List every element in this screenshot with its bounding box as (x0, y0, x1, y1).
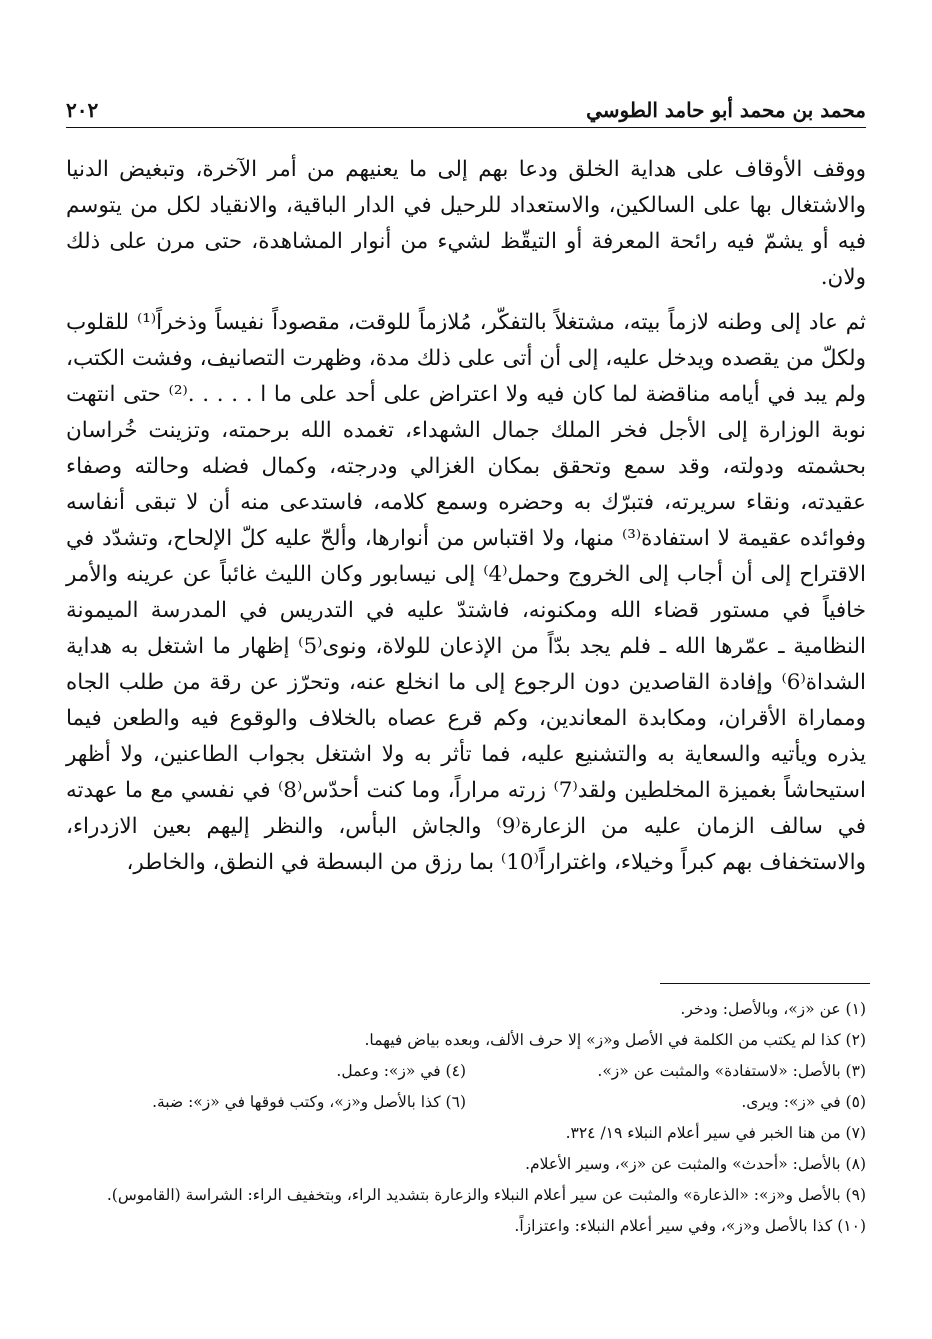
running-title: محمد بن محمد أبو حامد الطوسي (586, 98, 866, 122)
footnote: (٦) كذا بالأصل و«ز»، وكتب فوقها في «ز»: ضبة. (152, 1093, 466, 1111)
footnote: (٤) في «ز»: وعمل. (336, 1062, 466, 1080)
page-header (66, 86, 866, 122)
footnote: (٧) من هنا الخبر في سير أعلام النبلاء ١٩/ ٣٢٤. (565, 1124, 866, 1142)
footnote: (٨) بالأصل: «أحدث» والمثبت عن «ز»، وسير الأعلام. (525, 1155, 866, 1173)
footnote-separator (660, 983, 870, 984)
footnote: (٥) في «ز»: ويرى. (741, 1093, 866, 1111)
footnote: (٢) كذا لم يكتب من الكلمة في الأصل و«ز» إلا حرف الألف، وبعده بياض فيهما. (364, 1031, 866, 1049)
footnote-row (66, 1056, 866, 1087)
page-number: ٢٠٢ (66, 98, 99, 122)
footnotes (66, 994, 866, 1242)
header-rule (66, 127, 866, 128)
footnote: (١٠) كذا بالأصل و«ز»، وفي سير أعلام النبلاء: واعتزازاً. (514, 1217, 866, 1235)
footnote: (١) عن «ز»، وبالأصل: ودخر. (680, 1000, 866, 1018)
paragraph: ووقف الأوقاف على هداية الخلق ودعا بهم إلى ما يعنيهم من أمر الآخرة، وتبغيض الدنيا والاشتغال بها على السالكين، والاستعداد للرحيل في الدار الباقية، والانقياد لكل من يتوسم فيه أو يشمّ فيه رائحة المعرفة أو التيقّظ لشيء من أنوار المشاهدة، حتى مرن على ذلك ولان. (66, 157, 866, 290)
paragraph: ثم عاد إلى وطنه لازماً بيته، مشتغلاً بالتفكّر، مُلازماً للوقت، مقصوداً نفيساً وذخراً⁽¹⁾ للقلوب ولكلّ من يقصده ويدخل عليه، إلى أن أتى على ذلك مدة، وظهرت التصانيف، وفشت الكتب، ولم يبد في أيامه مناقضة لما كان فيه ولا اعتراض على أحد على ما ا . . . . .⁽²⁾ حتى انتهت نوبة الوزارة إلى الأجل فخر الملك جمال الشهداء، تغمده الله برحمته، وتزينت خُراسان بحشمته ودولته، وقد سمع وتحقق بمكان الغزالي ودرجته، وكمال فضله وحالته وصفاء عقيدته، ونقاء سريرته، فتبرّك به وحضره وسمع كلامه، فاستدعى منه أن لا تبقى أنفاسه وفوائده عقيمة لا استفادة⁽³⁾ منها، ولا اقتباس من أنوارها، وألحّ عليه كلّ الإلحاح، وتشدّد في الاقتراح إلى أن أجاب إلى الخروج وحمل⁽4⁾ إلى نيسابور وكان الليث غائباً عن عرينه والأمر خافياً في مستور قضاء الله ومكنونه، فاشتدّ عليه في التدريس في المدرسة الميمونة النظامية ـ عمّرها الله ـ فلم يجد بدّاً من الإذعان للولاة، ونوى⁽5⁾ إظهار ما اشتغل به هداية الشداة⁽6⁾ وإفادة القاصدين دون الرجوع إلى ما انخلع عنه، وتحرّز عن رقة من طلب الجاه ومماراة الأقران، ومكابدة المعاندين، وكم قرع عصاه بالخلاف والوقوع فيه والطعن فيما يذره ويأتيه والسعاية به والتشنيع عليه، فما تأثر به ولا اشتغل بجواب الطاعنين، ولا أظهر استيحاشاً بغميزة المخلطين ولقد⁽7⁾ زرته مراراً، وما كنت أحدّس⁽8⁾ في نفسي مع ما عهدته في سالف الزمان عليه من الزعارة⁽9⁾ والجاش البأس، والنظر إليهم بعين الازدراء، والاستخفاف بهم كبراً وخيلاء، واغتراراً⁽10⁾ بما رزق من البسطة في النطق، والخاطر، (66, 310, 867, 875)
main-text (66, 152, 866, 881)
footnote-row (66, 1087, 866, 1118)
footnote: (٣) بالأصل: «لاستفادة» والمثبت عن «ز». (597, 1062, 866, 1080)
footnote: (٩) بالأصل و«ز»: «الذعارة» والمثبت عن سير أعلام النبلاء والزعارة بتشديد الراء، وبتخفيف الراء: الشراسة (القاموس). (106, 1186, 866, 1204)
